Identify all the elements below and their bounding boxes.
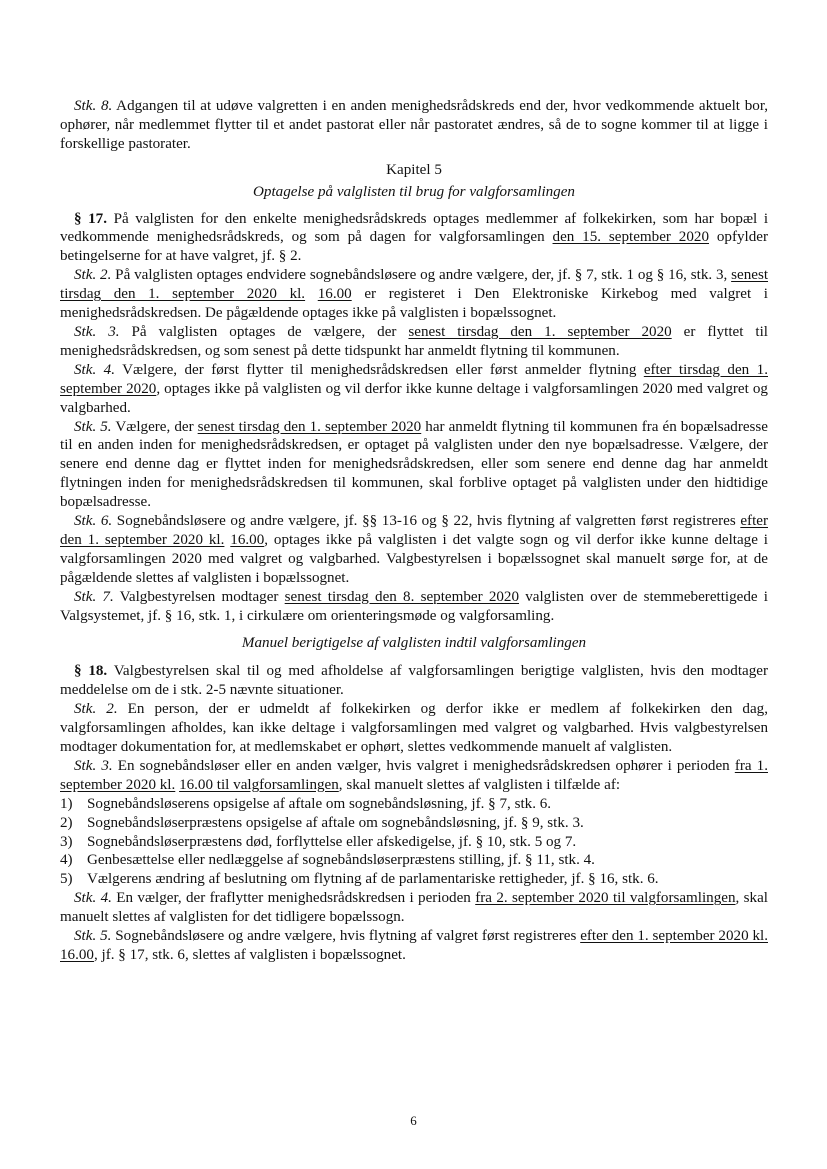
paragraph-17-stk-6: Stk. 6. Sognebåndsløsere og andre vælgere, jf. §§ 13-16 og § 22, hvis flytning af valgretten først registreres efter den 1. september 2020 kl. 16.00, optages ikke på valglisten i det valgte sogn og vil derfor ikke kunne deltage i valgforsamlingen 2020 med valgret og valgbarhed. Valgbestyrelsen i bopælssognet skal manuelt sørge for, at de pågældende slettes af valglisten i bopælssognet. — [60, 513, 768, 586]
section-number: § 18. — [74, 663, 108, 680]
paragraph-17-stk-5: Stk. 5. Vælgere, der senest tirsdag den 1. september 2020 har anmeldt flytning til kommunen fra én bopælsadresse til en anden inden for menighedsrådskredsen, er optaget på valglisten under den nye bopælsadresse. Vælgere, der senere end denne dag er flyttet inden for menighedsrådskredsen, eller som senere end denne dag har anmeldt flytningen inden for menighedsrådskredsen til kommunen, skal forblive optaget på valglisten under den hidtidige bopælsadresse. — [60, 418, 769, 511]
paragraph-18-stk-2: Stk. 2. En person, der er udmeldt af folkekirken og derfor ikke er medlem af folkekirken den dag, valgforsamlingen afholdes, kan ikke deltage i valgforsamlingen med valgret og valgbarhed. Hvis valgbestyrelsen modtager dokumentation for, at medlemskabet er ophørt, slettes vedkommende manuelt af valglisten. — [60, 701, 768, 755]
paragraph-17-stk-7: Stk. 7. Valgbestyrelsen modtager senest tirsdag den 8. september 2020 valglisten over de stemmeberettigede i Valgsystemet, jf. § 16, stk. 1, i cirkulære om orienteringsmøde og valgforsamling. — [60, 588, 768, 624]
page-number: 6 — [410, 1113, 417, 1128]
document-page — [60, 97, 768, 965]
paragraph-18: § 18. Valgbestyrelsen skal til og med afholdelse af valgforsamlingen berigtige valglisten, hvis den modtager meddelelse om de i stk. 2-5 nævnte situationer. — [60, 663, 769, 699]
paragraph-17-stk-3: Stk. 3. På valglisten optages de vælgere, der senest tirsdag den 1. september 2020 er flyttet til menighedsrådskredsen, og som senest på dette tidspunkt har anmeldt flytning til kommunen. — [60, 323, 768, 359]
paragraph-18-stk-4: Stk. 4. En vælger, der fraflytter menighedsrådskredsen i perioden fra 2. september 2020 til valgforsamlingen, skal manuelt slettes af valglisten for det tidligere bopælssogn. — [60, 890, 768, 926]
paragraph-18-stk-3: Stk. 3. En sognebåndsløser eller en anden vælger, hvis valgret i menighedsrådskredsen ophører i perioden fra 1. september 2020 kl. 16.00 til valgforsamlingen, skal manuelt slettes af valglisten i tilfælde af: — [60, 757, 768, 793]
paragraph-17-stk-2: Stk. 2. På valglisten optages endvidere sognebåndsløsere og andre vælgere, der, jf. § 7, stk. 1 og § 16, stk. 3, senest tirsdag den 1. september 2020 kl. 16.00 er registeret i Den Elektroniske Kirkebog med valgret i menighedsrådskredsen. De pågældende optages ikke på valglisten i bopælssognet. — [60, 267, 769, 322]
list-item: 5) Vælgerens ændring af beslutning om flytning af de parlamentariske rettigheder, jf. § 16, stk. 6. — [60, 871, 659, 888]
list-item: 2) Sognebåndsløserpræstens opsigelse af aftale om sognebåndsløsning, jf. § 9, stk. 3. — [60, 814, 584, 831]
chapter-heading: Kapitel 5 — [386, 161, 442, 178]
section-heading-manuel: Manuel berigtigelse af valglisten indtil valgforsamlingen — [241, 635, 587, 652]
stk-label: Stk. 8. — [74, 98, 113, 114]
list-item: 1) Sognebåndsløserens opsigelse af aftale om sognebåndsløsning, jf. § 7, stk. 6. — [60, 795, 552, 812]
paragraph-18-stk-5: Stk. 5. Sognebåndsløsere og andre vælgere, hvis flytning af valgret først registreres efter den 1. september 2020 kl. 16.00, jf. § 17, stk. 6, slettes af valglisten i bopælssognet. — [60, 928, 768, 963]
paragraph-17-stk-4: Stk. 4. Vælgere, der først flytter til menighedsrådskredsen eller først anmelder flytning efter tirsdag den 1. september 2020, optages ikke på valglisten og vil derfor ikke kunne deltage i valgforsamlingen 2020 med valgret og valgbarhed. — [60, 361, 768, 416]
paragraph-17: § 17. På valglisten for den enkelte menighedsrådskreds optages medlemmer af folkekirken, som har bopæl i vedkommende menighedsrådskreds, og som på dagen for valgforsamlingen den 15. september 2020 opfylder betingelserne for at have valgret, jf. § 2. — [60, 210, 769, 265]
section-heading-optagelse: Optagelse på valglisten til brug for valgforsamlingen — [253, 183, 575, 200]
section-number: § 17. — [74, 210, 108, 227]
list-item: 4) Genbesættelse eller nedlæggelse af sognebåndsløserpræstens stilling, jf. § 11, stk. 4. — [60, 852, 595, 869]
list-item: 3) Sognebåndsløserpræstens død, forflyttelse eller afskedigelse, jf. § 10, stk. 5 og 7. — [60, 833, 577, 850]
paragraph-stk-8: Stk. 8. Adgangen til at udøve valgretten i en anden menighedsrådskreds end der, hvor vedkommende aktuelt bor, ophører, når medlemmet flytter til et andet pastorat eller når pastoratet ændres, så de to sogne kommer til at ligge i forskellige pastorater. — [60, 98, 769, 152]
